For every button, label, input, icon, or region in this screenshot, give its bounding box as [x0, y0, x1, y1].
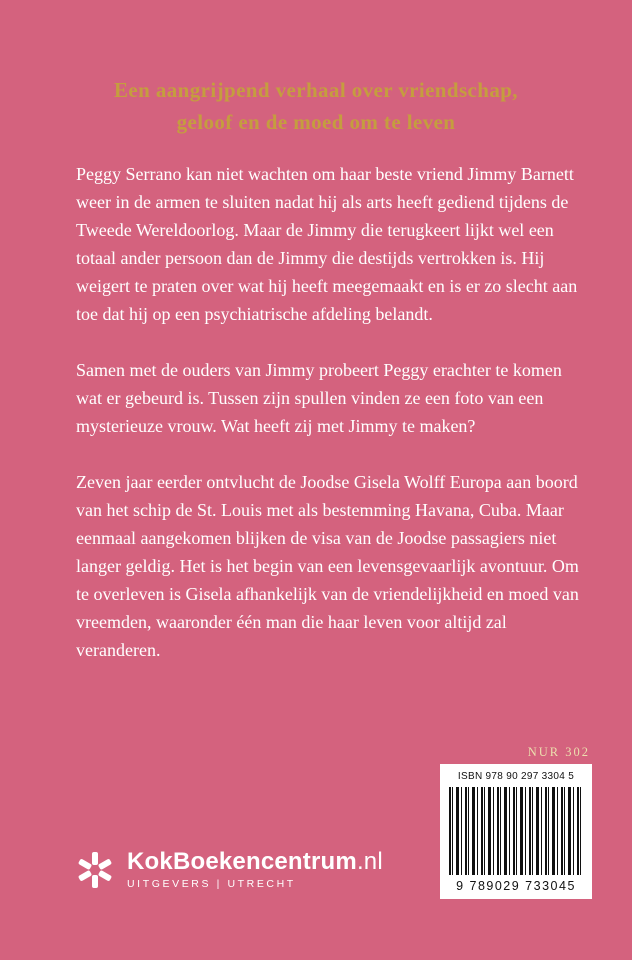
- publisher-text: [127, 850, 383, 890]
- publisher-name-tld: .nl: [356, 848, 383, 875]
- publisher-logo: [76, 850, 383, 890]
- synopsis-paragraph-1: Peggy Serrano kan niet wachten om haar beste vriend Jimmy Barnett weer in de armen te sluiten nadat hij als arts heeft gediend tijdens de Tweede Wereldoorlog. Maar de Jimmy die terugkeert lijkt wel een totaal ander persoon dan de Jimmy die destijds vertrokken is. Hij weigert te praten over wat hij heeft meegemaakt en is er zo slecht aan toe dat hij op een psychiatrische afdeling belandt.: [76, 164, 578, 324]
- tagline-line-2: geloof en de moed om te leven: [176, 110, 456, 134]
- publisher-asterisk-icon: [76, 851, 114, 889]
- synopsis-paragraph-3: Zeven jaar eerder ontvlucht de Joodse Gisela Wolff Europa aan boord van het schip de St. Louis met als bestemming Havana, Cuba. Maar eenmaal aangekomen blijken de visa van de Joodse passagiers niet langer geldig. Het is het begin van een levensgevaarlijk avontuur. Om te overleven is Gisela afhankelijk van de vriendelijkheid en moed van vreemden, waaronder één man die haar leven voor altijd zal veranderen.: [76, 472, 579, 660]
- nur-code: NUR 302: [527, 745, 590, 759]
- synopsis: [76, 160, 582, 692]
- synopsis-paragraph-2: Samen met de ouders van Jimmy probeert Peggy erachter te komen wat er gebeurd is. Tussen zijn spullen vinden ze een foto van een mysterieuze vrouw. Wat heeft zij met Jimmy te maken?: [76, 360, 562, 436]
- publisher-subtitle: UITGEVERS | UTRECHT: [127, 878, 296, 890]
- barcode-number: 9 789029 733045: [456, 879, 576, 893]
- barcode-box: [440, 764, 592, 899]
- barcode-bars: [449, 787, 583, 875]
- publisher-name-main: KokBoekencentrum: [127, 848, 357, 875]
- tagline-line-1: Een aangrijpend verhaal over vriendschap,: [114, 78, 518, 102]
- publisher-name: [127, 850, 383, 874]
- isbn-label: ISBN 978 90 297 3304 5: [457, 771, 575, 782]
- cover-tagline: [0, 74, 632, 138]
